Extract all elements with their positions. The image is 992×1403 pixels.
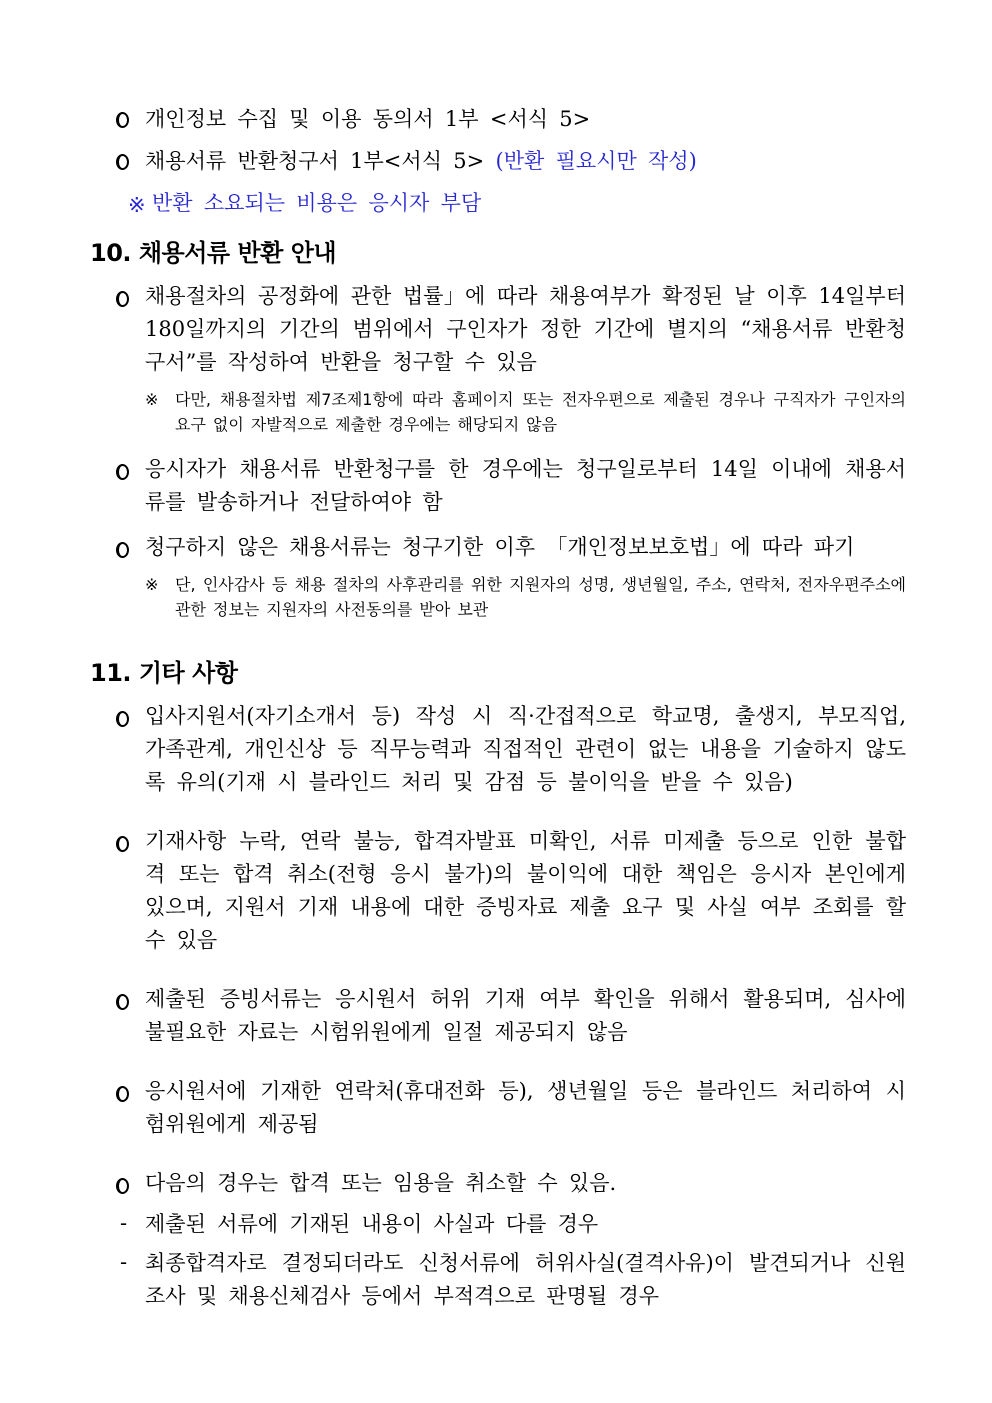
marker-cell (120, 1246, 127, 1279)
section-11 (90, 658, 906, 1313)
marker-cell (116, 457, 129, 490)
list-item (90, 280, 906, 379)
dash-icon: - (120, 1250, 128, 1274)
list-item (90, 1167, 906, 1200)
marker-cell (116, 829, 129, 862)
section-title: 채용서류 반환 안내 (138, 239, 337, 267)
marker-cell (116, 106, 129, 136)
marker-cell (116, 284, 129, 317)
item-text (145, 107, 590, 131)
list-item (90, 825, 906, 957)
marker-cell (116, 148, 129, 178)
item-text: 다만, 채용절차법 제7조제1항에 따라 홈페이지 또는 전자우편으로 제출된 경우나 구직자가 구인자의 요구 없이 자발적으로 제출한 경우에는 해당되지 않음 (175, 390, 906, 434)
list-item (90, 1247, 906, 1313)
section-title: 기타 사항 (138, 659, 238, 687)
marker-cell (145, 572, 158, 597)
note-reference-icon: ※ (128, 193, 146, 217)
item-text: 응시자가 채용서류 반환청구를 한 경우에는 청구일로부터 14일 이내에 채용서류를 발송하거나 전달하여야 함 (145, 457, 906, 514)
dash-icon: - (120, 1211, 128, 1235)
circle-bullet-icon (116, 1178, 129, 1194)
item-text: 단, 인사감사 등 채용 절차의 사후관리를 위한 지원자의 성명, 생년월일, 주소, 연락처, 전자우편주소에 관한 정보는 지원자의 사전동의를 받아 보관 (175, 575, 906, 619)
list-item (90, 188, 906, 218)
list-item (90, 1208, 906, 1241)
section-number: 11. (90, 659, 132, 687)
list-item (90, 531, 906, 564)
text-segment: (반환 필요시만 작성) (495, 149, 697, 173)
circle-bullet-icon (116, 112, 129, 128)
sections-container (90, 238, 906, 1313)
marker-cell (116, 535, 129, 568)
item-text: 제출된 서류에 기재된 내용이 사실과 다를 경우 (145, 1212, 599, 1236)
marker-cell (116, 1171, 129, 1204)
marker-cell (116, 1079, 129, 1112)
list-item (90, 572, 906, 622)
list-item (90, 104, 906, 134)
list-item (90, 1075, 906, 1141)
circle-bullet-icon (116, 1086, 129, 1102)
marker-cell (116, 704, 129, 737)
item-text (145, 149, 697, 173)
section-10 (90, 238, 906, 622)
list-item (90, 983, 906, 1049)
text-segment: 반환 소요되는 비용은 응시자 부담 (152, 191, 482, 215)
circle-bullet-icon (116, 836, 129, 852)
marker-cell (120, 1207, 127, 1240)
text-segment: 개인정보 수집 및 이용 동의서 1부 <서식 5> (145, 107, 591, 131)
marker-cell (116, 987, 129, 1020)
item-text: 청구하지 않은 채용서류는 청구기한 이후 「개인정보보호법」에 따라 파기 (145, 535, 855, 559)
list-item (90, 700, 906, 799)
circle-bullet-icon (116, 711, 129, 727)
section-number: 10. (90, 239, 132, 267)
section-heading (90, 658, 906, 688)
circle-bullet-icon (116, 542, 129, 558)
item-text: 최종합격자로 결정되더라도 신청서류에 허위사실(결격사유)이 발견되거나 신원조사 및 채용신체검사 등에서 부적격으로 판명될 경우 (145, 1251, 906, 1308)
marker-cell (145, 387, 158, 412)
item-text: 응시원서에 기재한 연락처(휴대전화 등), 생년월일 등은 블라인드 처리하여 시험위원에게 제공됨 (145, 1079, 906, 1136)
item-text: 채용절차의 공정화에 관한 법률」에 따라 채용여부가 확정된 날 이후 14일부터 180일까지의 기간의 범위에서 구인자가 정한 기간에 별지의 “채용서류 반환청구서”를 작성하여 반환을 청구할 수 있음 (145, 284, 906, 374)
list-item (90, 453, 906, 519)
document-content (90, 104, 906, 1319)
marker-cell (128, 190, 146, 220)
intro-list (90, 104, 906, 218)
list-item (90, 146, 906, 176)
item-text: 입사지원서(자기소개서 등) 작성 시 직·간접적으로 학교명, 출생지, 부모직업, 가족관계, 개인신상 등 직무능력과 직접적인 관련이 없는 내용을 기술하지 않도록 유의(기재 시 블라인드 처리 및 감점 등 불이익을 받을 수 있음) (145, 704, 906, 794)
item-text: 제출된 증빙서류는 응시원서 허위 기재 여부 확인을 위해서 활용되며, 심사에 불필요한 자료는 시험위원에게 일절 제공되지 않음 (145, 987, 906, 1044)
section-heading (90, 238, 906, 268)
circle-bullet-icon (116, 154, 129, 170)
circle-bullet-icon (116, 464, 129, 480)
text-segment: 채용서류 반환청구서 1부<서식 5> (145, 149, 496, 173)
note-reference-icon: ※ (145, 575, 159, 594)
item-text: 기재사항 누락, 연락 불능, 합격자발표 미확인, 서류 미제출 등으로 인한 불합격 또는 합격 취소(전형 응시 불가)의 불이익에 대한 책임은 응시자 본인에게 있으며, 지원서 기재 내용에 대한 증빙자료 제출 요구 및 사실 여부 조회를 할 수 있음 (145, 829, 906, 952)
item-text (152, 191, 481, 215)
item-text: 다음의 경우는 합격 또는 임용을 취소할 수 있음. (145, 1171, 617, 1195)
note-reference-icon: ※ (145, 390, 159, 409)
circle-bullet-icon (116, 291, 129, 307)
list-item (90, 387, 906, 437)
circle-bullet-icon (116, 994, 129, 1010)
